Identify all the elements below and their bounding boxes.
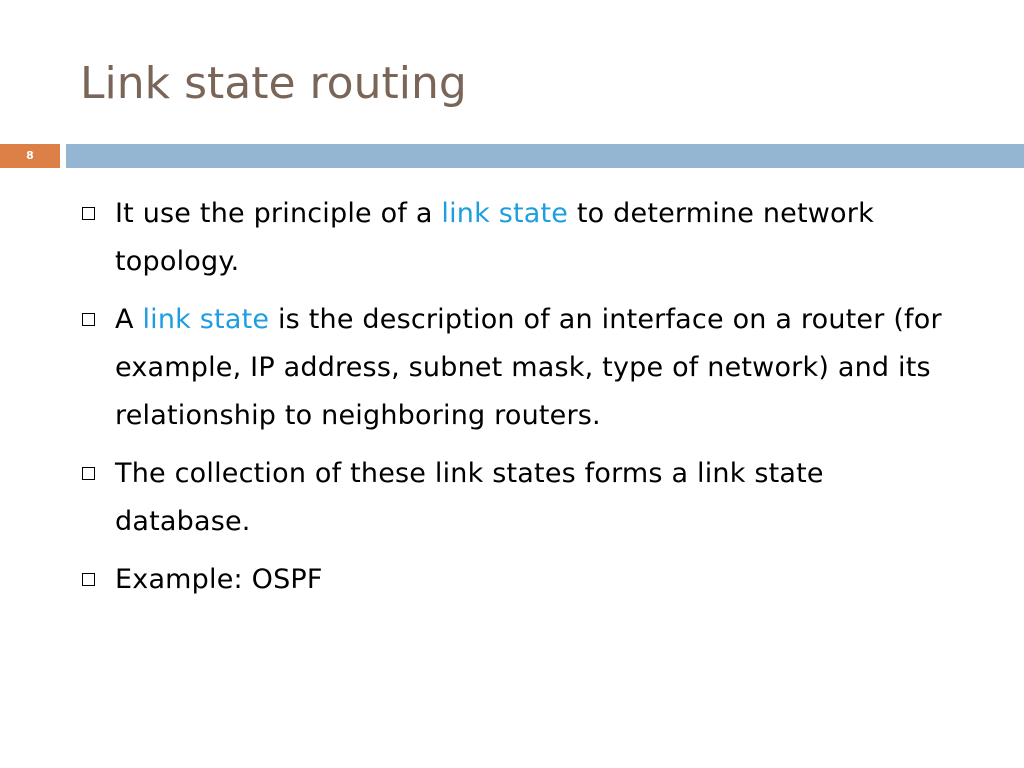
bullet-item-3	[0, 450, 1024, 546]
hollow-square-icon	[82, 313, 95, 326]
bullet-item-1	[0, 190, 1024, 286]
bullet-item-2	[0, 296, 1024, 440]
bullet-1-highlight: link state	[441, 198, 569, 229]
page-number-badge: 8	[0, 144, 60, 168]
title-divider-bar	[66, 144, 1024, 168]
bullet-4-text: Example: OSPF	[115, 564, 323, 595]
bullet-item-4	[0, 556, 1024, 604]
bullet-list	[0, 190, 1024, 614]
slide-title: Link state routing	[80, 58, 467, 109]
bullet-3-text: The collection of these link states forms a link state database.	[115, 458, 824, 537]
bullet-1-text-after: to determine network topology.	[115, 198, 874, 277]
hollow-square-icon	[82, 467, 95, 480]
hollow-square-icon	[82, 573, 95, 586]
bullet-2-text-before: A	[115, 304, 143, 335]
bullet-2-text-after: is the description of an interface on a router (for example, IP address, subnet mask, type of network) and its relationship to neighboring routers.	[115, 304, 942, 431]
hollow-square-icon	[82, 207, 95, 220]
bullet-1-text-before: It use the principle of a	[115, 198, 442, 229]
bullet-2-highlight: link state	[142, 304, 270, 335]
